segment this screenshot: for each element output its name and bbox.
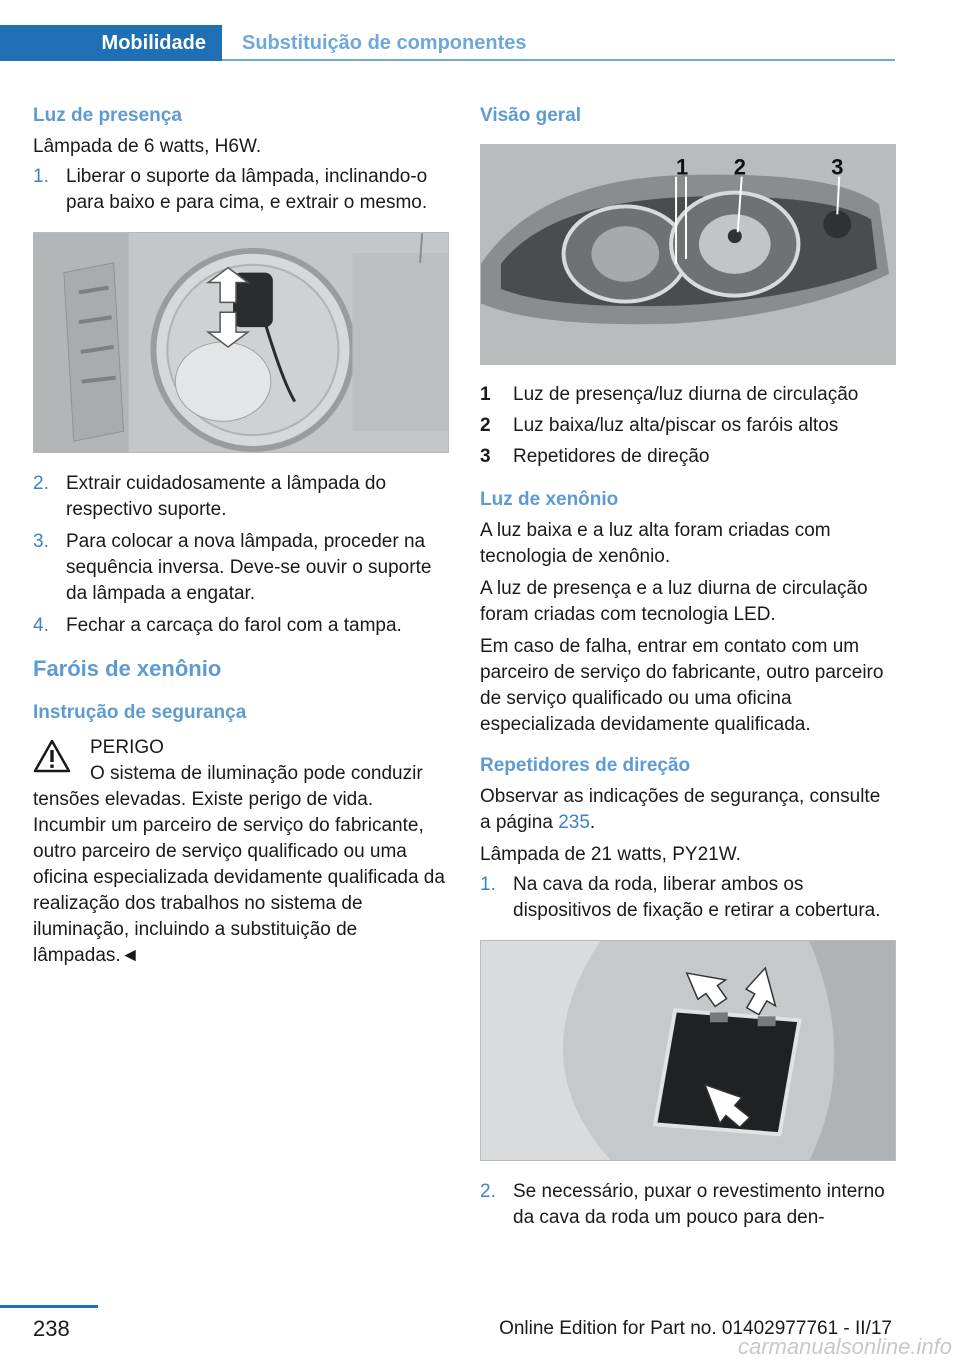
step-item	[480, 872, 896, 924]
step-text: Fechar a carcaça do farol com a tampa.	[66, 615, 402, 636]
step-number: 2.	[480, 1181, 496, 1202]
page-number: 238	[33, 1316, 70, 1341]
step-item	[33, 471, 449, 523]
warning-triangle-icon	[33, 739, 71, 773]
heading-overview: Visão geral	[480, 105, 582, 126]
wheel-arch-illustration	[481, 941, 895, 1160]
heading-turn-signals: Repetidores de direção	[480, 755, 691, 776]
left-column	[33, 100, 449, 969]
parking-light-bulb: Lâmpada de 6 watts, H6W.	[33, 136, 262, 157]
watermark: carmanualsonline.info	[737, 1334, 952, 1359]
step-number: 1.	[33, 166, 49, 187]
warning-label: PERIGO	[90, 737, 164, 758]
section-tab[interactable]: Mobilidade	[0, 25, 222, 61]
legend-text: Luz baixa/luz alta/piscar os faróis altos	[513, 415, 839, 436]
warning-lead: O sistema de iluminação pode conduzir	[90, 763, 423, 784]
legend-item	[480, 410, 896, 441]
headlight-photo	[480, 144, 896, 365]
right-column	[480, 100, 896, 1237]
bulb-holder-illustration	[34, 233, 448, 452]
subsection-tab[interactable]: Substituição de componentes	[242, 32, 527, 54]
step-text: Extrair cuidadosamente a lâmpada do respectivo suporte.	[66, 473, 387, 520]
heading-xenon-light: Luz de xenônio	[480, 489, 619, 510]
heading-safety-note: Instrução de segurança	[33, 702, 247, 723]
legend-number: 2	[480, 415, 491, 436]
page-reference-link[interactable]: 235	[558, 812, 590, 833]
step-number: 3.	[33, 531, 49, 552]
step-text: Na cava da roda, liberar ambos os dispositivos de fixação e retirar a cobertura.	[513, 874, 881, 921]
legend-list	[480, 379, 896, 472]
danger-warning	[33, 735, 449, 969]
callout-3: 3	[831, 154, 844, 180]
step-item	[33, 164, 449, 216]
safety-ref-text: Observar as indicações de segurança, consulte a página	[480, 786, 881, 833]
header-bar	[0, 25, 895, 61]
heading-parking-light: Luz de presença	[33, 105, 182, 126]
footer-accent-line	[0, 1305, 98, 1308]
legend-text: Luz de presença/luz diurna de circulação	[513, 384, 859, 405]
step-item	[33, 613, 449, 639]
legend-number: 3	[480, 446, 491, 467]
step-text: Liberar o suporte da lâmpada, inclinando-o para baixo e para cima, e extrair o mesmo.	[66, 166, 428, 213]
step-number: 2.	[33, 473, 49, 494]
step-item	[33, 529, 449, 607]
step-text: Se necessário, puxar o revestimento interno da cava da roda um pouco para den-	[513, 1181, 885, 1228]
header-divider	[222, 59, 895, 61]
turn-signal-safety-ref	[480, 784, 896, 836]
step-number: 4.	[33, 615, 49, 636]
warning-body: tensões elevadas. Existe perigo de vida. Incumbir um parceiro de serviço do fabricante, outro parceiro de serviço qualificado ou uma oficina especializada devidamente qualificada da realização dos trabalhos no sistema de iluminação, incluindo a substituição de lâmpadas.◄	[33, 789, 445, 966]
callout-1: 1	[676, 154, 689, 180]
xenon-paragraph-2: A luz de presença e a luz diurna de circulação foram criadas com tecnologia LED.	[480, 578, 868, 625]
step-item	[480, 1179, 896, 1231]
legend-item	[480, 379, 896, 410]
headlight-illustration	[481, 145, 895, 364]
step-text: Para colocar a nova lâmpada, proceder na sequência inversa. Deve-se ouvir o suporte da lâmpada a engatar.	[66, 531, 432, 604]
xenon-paragraph-1: A luz baixa e a luz alta foram criadas com tecnologia de xenônio.	[480, 520, 831, 567]
callout-2: 2	[733, 154, 746, 180]
heading-xenon-headlights: Faróis de xenônio	[33, 656, 222, 681]
step-number: 1.	[480, 874, 496, 895]
legend-text: Repetidores de direção	[513, 446, 710, 467]
legend-number: 1	[480, 384, 491, 405]
turn-signal-bulb: Lâmpada de 21 watts, PY21W.	[480, 844, 741, 865]
safety-ref-period: .	[589, 812, 596, 833]
edition-note: Online Edition for Part no. 01402977761 - II/17	[499, 1318, 892, 1339]
bulb-holder-photo	[33, 232, 449, 453]
xenon-paragraph-3: Em caso de falha, entrar em contato com um parceiro de serviço do fabricante, outro parceiro de serviço qualificado ou uma oficina especializada devidamente qualificada.	[480, 636, 884, 735]
wheel-arch-photo	[480, 940, 896, 1161]
legend-item	[480, 441, 896, 472]
